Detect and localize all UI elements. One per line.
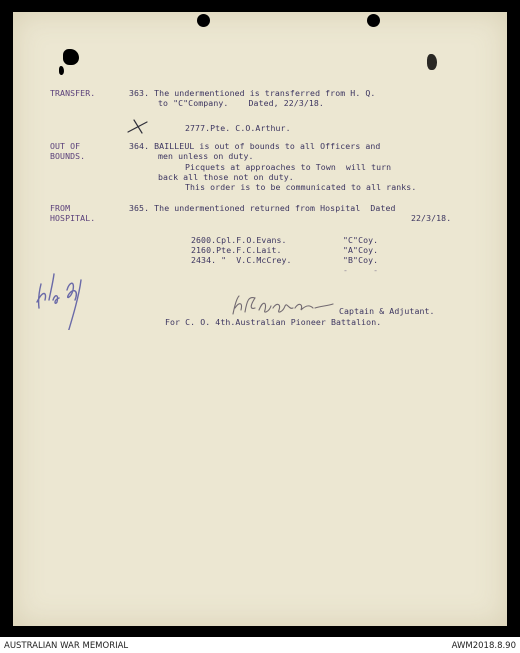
hospital-row-1-coy: "C"Coy. [343,235,379,245]
paper-damage-left [63,49,79,65]
blank-marks: - - [343,265,379,275]
entry-364-line2: men unless on duty. [158,151,254,161]
signature-for-line: For C. O. 4th.Australian Pioneer Battalion. [165,317,382,327]
handwritten-signature [229,290,339,320]
entry-364-line5: This order is to be communicated to all ranks. [185,182,417,192]
hospital-row-2-coy: "A"Coy. [343,245,379,255]
signature-title: Captain & Adjutant. [339,306,435,316]
footer-institution: AUSTRALIAN WAR MEMORIAL [4,641,129,651]
entry-364-line4: back all those not on duty. [158,172,294,182]
punch-hole-right [367,14,380,27]
paper-damage-left-small [59,66,64,75]
entry-363-line2: to "C"Company. Dated, 22/3/18. [158,98,324,108]
label-out-of-bounds-2: BOUNDS. [50,151,86,161]
entry-363-line1: 363. The undermentioned is transferred from H. Q. [129,88,376,98]
entry-364-line3: Picquets at approaches to Town will turn [185,162,392,172]
hospital-row-3-name: 2434. " V.C.McCrey. [191,255,292,265]
archive-footer [0,637,520,653]
label-from-hospital-2: HOSPITAL. [50,213,96,223]
hospital-row-1-name: 2600.Cpl.F.O.Evans. [191,235,287,245]
label-from-hospital-1: FROM [50,203,71,213]
entry-365-line1: 365. The undermentioned returned from Hospital Dated [129,203,396,213]
punch-hole-left [197,14,210,27]
label-transfer: TRANSFER. [50,88,96,98]
hospital-row-3-coy: "B"Coy. [343,255,379,265]
entry-365-line2: 22/3/18. [411,213,452,223]
document-page [13,12,507,626]
hospital-row-2-name: 2160.Pte.F.C.Lait. [191,245,282,255]
footer-accession-number: AWM2018.8.90 [451,641,516,651]
entry-364-line1: 364. BAILLEUL is out of bounds to all Officers and [129,141,381,151]
paper-damage-right [427,54,437,70]
label-out-of-bounds-1: OUT OF [50,141,81,151]
entry-363-name: 2777.Pte. C.O.Arthur. [185,123,291,133]
handwritten-margin-initials [29,260,99,330]
handwritten-cross-mark [125,116,155,136]
